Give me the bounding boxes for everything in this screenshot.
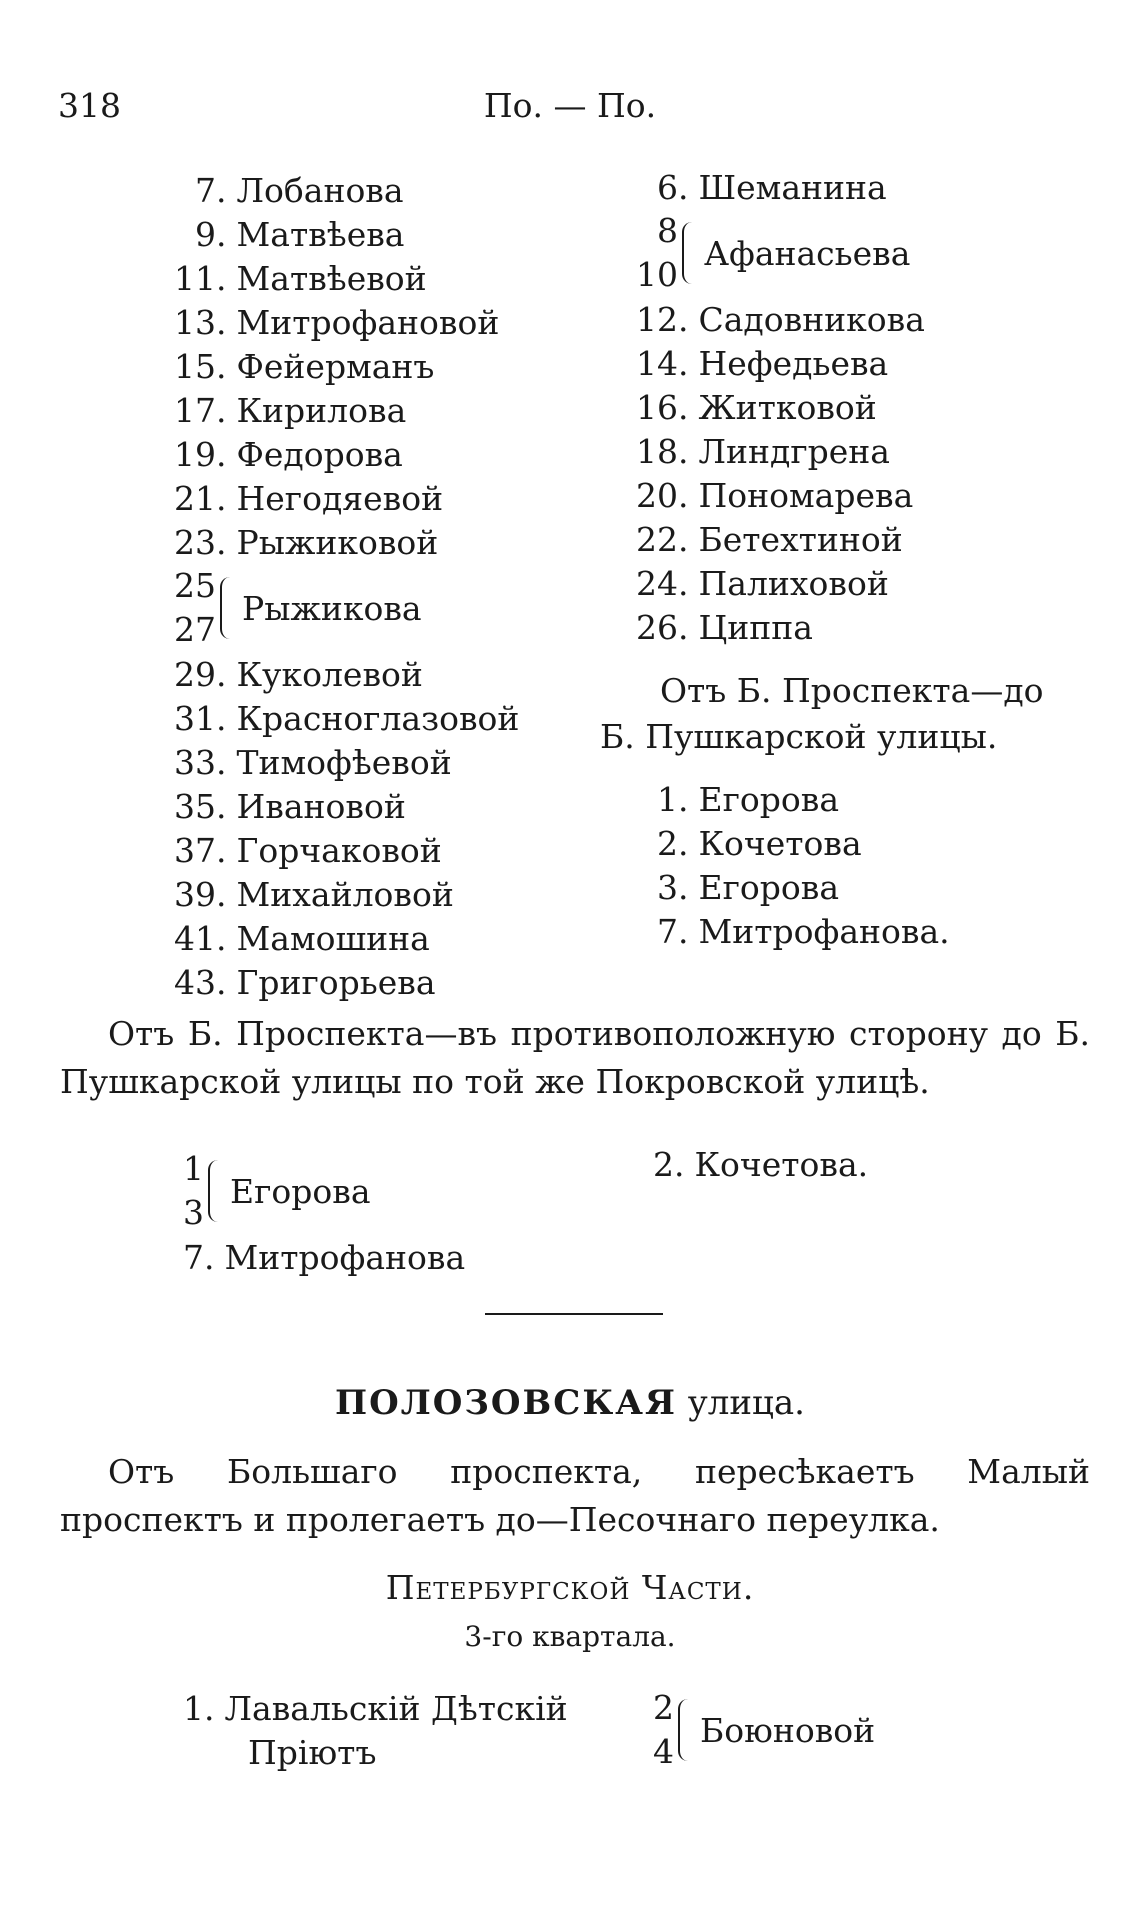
list-item: 14 . Нефедьева xyxy=(636,343,889,383)
lower-right-list xyxy=(620,1142,868,1186)
list-item: 15 . Фейерманъ xyxy=(174,346,435,386)
right-column-2 xyxy=(620,777,950,953)
list-item-grouped: 25 27 Рыжикова xyxy=(174,566,422,649)
paragraph: Отъ Б. Проспекта—въ противоположную сторону до Б. Пушкарской улицы по той же Покровской улицѣ. xyxy=(60,1014,1090,1101)
list-item: 22 . Бетехтиной xyxy=(636,519,903,559)
list-item: 12 . Садовникова xyxy=(636,299,925,339)
list-item: 9 . Матвѣева xyxy=(195,214,405,254)
list-item-grouped: 8 10 Афанасьева xyxy=(636,211,911,294)
list-item: 13 . Митрофановой xyxy=(174,302,500,342)
list-item: 17 . Кирилова xyxy=(174,390,407,430)
quarter-heading: 3-го квартала. xyxy=(464,1620,676,1653)
running-head: По. — По. xyxy=(483,86,657,125)
list-item: 20 . Пономарева xyxy=(636,475,914,515)
lower-left-list xyxy=(150,1147,465,1279)
district-heading: Петербургской Части. xyxy=(385,1568,755,1607)
list-item: 29 . Куколевой xyxy=(174,654,423,694)
paragraph: Отъ Большаго проспекта, пересѣкаетъ Малый проспектъ и пролегаетъ до—Песочнаго переулка. xyxy=(60,1452,1090,1539)
brace xyxy=(682,222,696,284)
subheading-line: Отъ Б. Проспекта—до xyxy=(660,671,1044,710)
list-item: 7 . Митрофанова. xyxy=(657,911,950,951)
brace xyxy=(208,1160,222,1222)
list-item: 21 . Негодяевой xyxy=(174,478,444,518)
brace xyxy=(678,1699,692,1761)
list-item: 26 . Циппа xyxy=(636,607,813,647)
page-number: 318 xyxy=(58,86,121,125)
list-item: 35 . Ивановой xyxy=(174,786,406,826)
bottom-left-entry xyxy=(150,1686,568,1774)
list-item: 6 . Шеманина xyxy=(657,167,887,207)
list-item: 7 . Лобанова xyxy=(195,170,404,210)
list-item: 39 . Михайловой xyxy=(174,874,454,914)
brace xyxy=(220,577,234,639)
list-item-grouped: 2 4 Боюновой xyxy=(653,1688,876,1771)
left-column xyxy=(150,168,519,1004)
list-item: 33 . Тимофѣевой xyxy=(174,742,452,782)
section-divider xyxy=(485,1313,663,1315)
list-item: 16 . Житковой xyxy=(636,387,877,427)
list-item: 11 . Матвѣевой xyxy=(174,258,427,298)
list-item: 19 . Федорова xyxy=(174,434,403,474)
list-item: 37 . Горчаковой xyxy=(174,830,442,870)
list-item: 18 . Линдгрена xyxy=(636,431,890,471)
list-item: 24 . Палиховой xyxy=(636,563,889,603)
list-item: 43 . Григорьева xyxy=(174,962,436,1002)
list-item: 2 . Кочетова xyxy=(657,823,862,863)
street-title xyxy=(0,1383,1140,1423)
list-item: 23 . Рыжиковой xyxy=(174,522,439,562)
list-item-continuation: Пріютъ xyxy=(248,1732,377,1772)
list-item: 41 . Мамошина xyxy=(174,918,430,958)
street-suffix: улица. xyxy=(687,1383,805,1423)
list-item: 1 . Егорова xyxy=(657,779,839,819)
list-item-grouped: 1 3 Егорова xyxy=(183,1149,371,1232)
list-item: 2 . Кочетова. xyxy=(653,1144,869,1184)
page-header xyxy=(0,86,1140,130)
list-item: 3 . Егорова xyxy=(657,867,839,907)
right-subheading xyxy=(600,668,1120,760)
bottom-right-entry xyxy=(620,1686,875,1774)
list-item: 1 . Лавальскій Дѣтскій xyxy=(183,1688,568,1728)
street-name: ПОЛОЗОВСКАЯ xyxy=(335,1383,677,1423)
subheading-line: Б. Пушкарской улицы. xyxy=(600,717,998,756)
list-item: 31 . Красноглазовой xyxy=(174,698,520,738)
right-column xyxy=(620,165,925,649)
list-item: 7 . Митрофанова xyxy=(183,1237,466,1277)
